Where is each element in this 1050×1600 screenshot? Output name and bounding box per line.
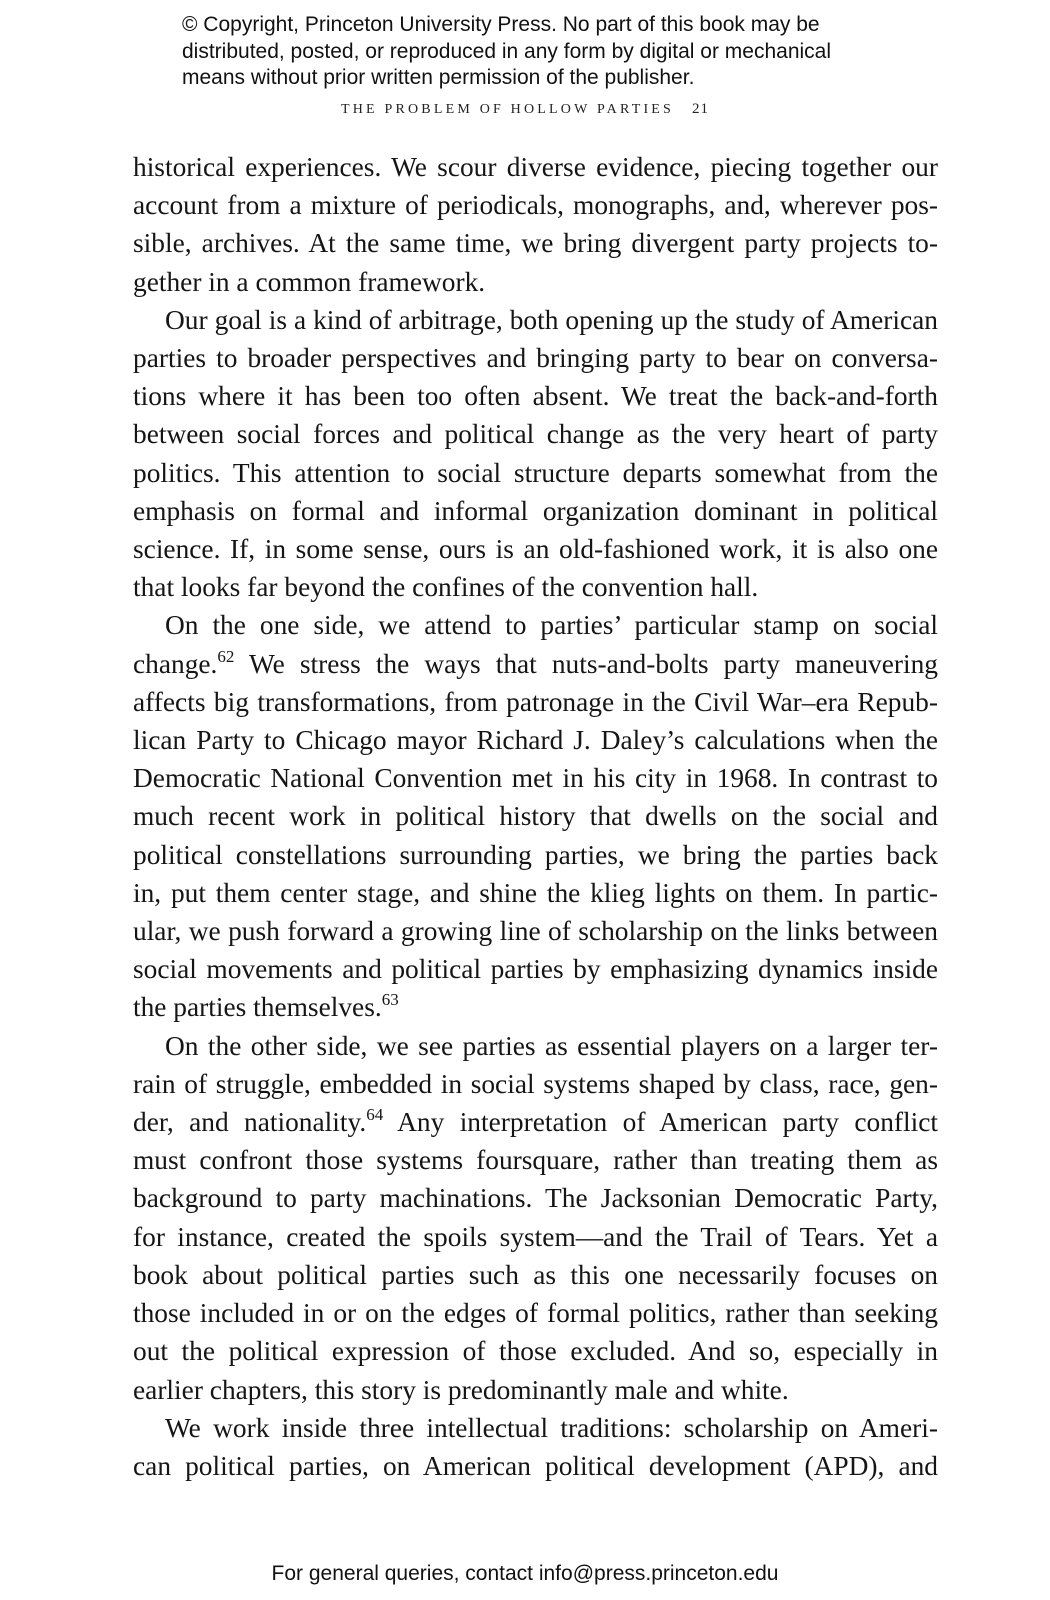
footnote-marker: 62	[217, 646, 235, 666]
page-number: 21	[692, 101, 710, 117]
text-line	[133, 492, 938, 530]
line-text: emphasis on formal and informal organization dominant in political	[133, 495, 938, 526]
text-line	[133, 377, 938, 415]
line-text: ular, we push forward a growing line of scholarship on the links between	[133, 916, 938, 947]
line-text: political constellations surrounding parties, we bring the parties back	[133, 839, 938, 870]
text-line	[133, 339, 938, 377]
text-line	[133, 1027, 938, 1065]
line-text: in, put them center stage, and shine the klieg lights on them. In partic-	[133, 877, 938, 908]
line-text: social movements and political parties by emphasizing dynamics inside	[133, 954, 938, 985]
line-text: On the one side, we attend to parties’ particular stamp on social	[165, 610, 938, 641]
text-line	[133, 1409, 938, 1447]
line-text: We work inside three intellectual traditions: scholarship on Ameri-	[165, 1412, 938, 1443]
line-text: parties to broader perspectives and bringing party to bear on conversa-	[133, 343, 938, 374]
footnote-marker: 63	[381, 990, 399, 1010]
text-line	[133, 874, 938, 912]
text-line	[133, 1294, 938, 1332]
text-line	[133, 224, 938, 262]
line-text: Democratic National Convention met in his city in 1968. In contrast to	[133, 763, 938, 794]
line-text: politics. This attention to social structure departs somewhat from the	[133, 457, 938, 488]
footnote-marker: 64	[366, 1105, 384, 1125]
text-line	[133, 148, 938, 186]
text-line	[133, 568, 938, 606]
text-line	[133, 1218, 938, 1256]
running-head-title: THE PROBLEM OF HOLLOW PARTIES	[340, 102, 675, 117]
text-line	[133, 759, 938, 797]
line-text: the parties themselves.	[133, 992, 382, 1023]
text-line	[133, 415, 938, 453]
text-line	[133, 186, 938, 224]
line-text: lican Party to Chicago mayor Richard J. Daley’s calculations when the	[133, 725, 938, 756]
line-text: can political parties, on American political development (APD), and	[133, 1450, 938, 1481]
line-text: that looks far beyond the confines of the convention hall.	[133, 572, 759, 603]
text-line	[133, 1371, 938, 1409]
line-text: der, and nationality.	[133, 1107, 367, 1138]
copyright-line: © Copyright, Princeton University Press. No part of this book may be	[182, 13, 820, 36]
line-text: book about political parties such as this one necessarily focuses on	[133, 1259, 938, 1290]
text-line	[133, 606, 938, 644]
line-text: rain of struggle, embedded in social systems shaped by class, race, gen-	[133, 1068, 938, 1099]
text-line	[133, 1141, 938, 1179]
text-line	[133, 454, 938, 492]
line-text: between social forces and political change as the very heart of party	[133, 419, 938, 450]
text-line	[133, 1065, 938, 1103]
text-line	[133, 1179, 938, 1217]
line-text: background to party machinations. The Jacksonian Democratic Party,	[133, 1183, 938, 1214]
text-line	[133, 645, 938, 683]
line-text-continued: We stress the ways that nuts-and-bolts party maneuvering	[234, 648, 938, 679]
line-text: historical experiences. We scour diverse evidence, piecing together our	[133, 152, 938, 182]
text-line	[133, 1332, 938, 1370]
line-text-continued: Any interpretation of American party conflict	[383, 1107, 938, 1138]
line-text: must confront those systems foursquare, rather than treating them as	[133, 1145, 938, 1176]
text-line	[133, 301, 938, 339]
line-text: affects big transformations, from patronage in the Civil War–era Repub-	[133, 686, 938, 717]
body-text	[133, 148, 938, 1485]
text-line	[133, 988, 938, 1026]
line-text: for instance, created the spoils system—and the Trail of Tears. Yet a	[133, 1221, 938, 1252]
text-line	[133, 836, 938, 874]
text-line	[133, 721, 938, 759]
copyright-notice	[182, 12, 902, 92]
text-line	[133, 263, 938, 301]
line-text: those included in or on the edges of formal politics, rather than seeking	[133, 1298, 938, 1329]
text-line	[133, 1256, 938, 1294]
line-text: out the political expression of those excluded. And so, especially in	[133, 1336, 938, 1367]
text-line	[133, 1447, 938, 1485]
text-line	[133, 912, 938, 950]
line-text: science. If, in some sense, ours is an old-fashioned work, it is also one	[133, 534, 938, 565]
text-line	[133, 797, 938, 835]
footer-contact: For general queries, contact info@press.princeton.edu	[271, 1562, 779, 1585]
line-text: On the other side, we see parties as essential players on a larger ter-	[165, 1030, 938, 1061]
text-line	[133, 950, 938, 988]
copyright-line: distributed, posted, or reproduced in any form by digital or mechanical	[182, 39, 832, 63]
copyright-line: means without prior written permission of the publisher.	[182, 66, 695, 89]
text-line	[133, 530, 938, 568]
text-line	[133, 1103, 938, 1141]
text-line	[133, 683, 938, 721]
line-text: account from a mixture of periodicals, monographs, and, wherever pos-	[133, 190, 938, 221]
line-text: change.	[133, 648, 218, 679]
line-text: much recent work in political history that dwells on the social and	[133, 801, 938, 832]
line-text: sible, archives. At the same time, we bring divergent party projects to-	[133, 228, 938, 259]
running-head	[0, 100, 1050, 118]
line-text: Our goal is a kind of arbitrage, both opening up the study of American	[165, 304, 938, 335]
line-text: tions where it has been too often absent. We treat the back-and-forth	[133, 381, 938, 412]
line-text: gether in a common framework.	[133, 266, 486, 297]
line-text: earlier chapters, this story is predominantly male and white.	[133, 1374, 789, 1405]
